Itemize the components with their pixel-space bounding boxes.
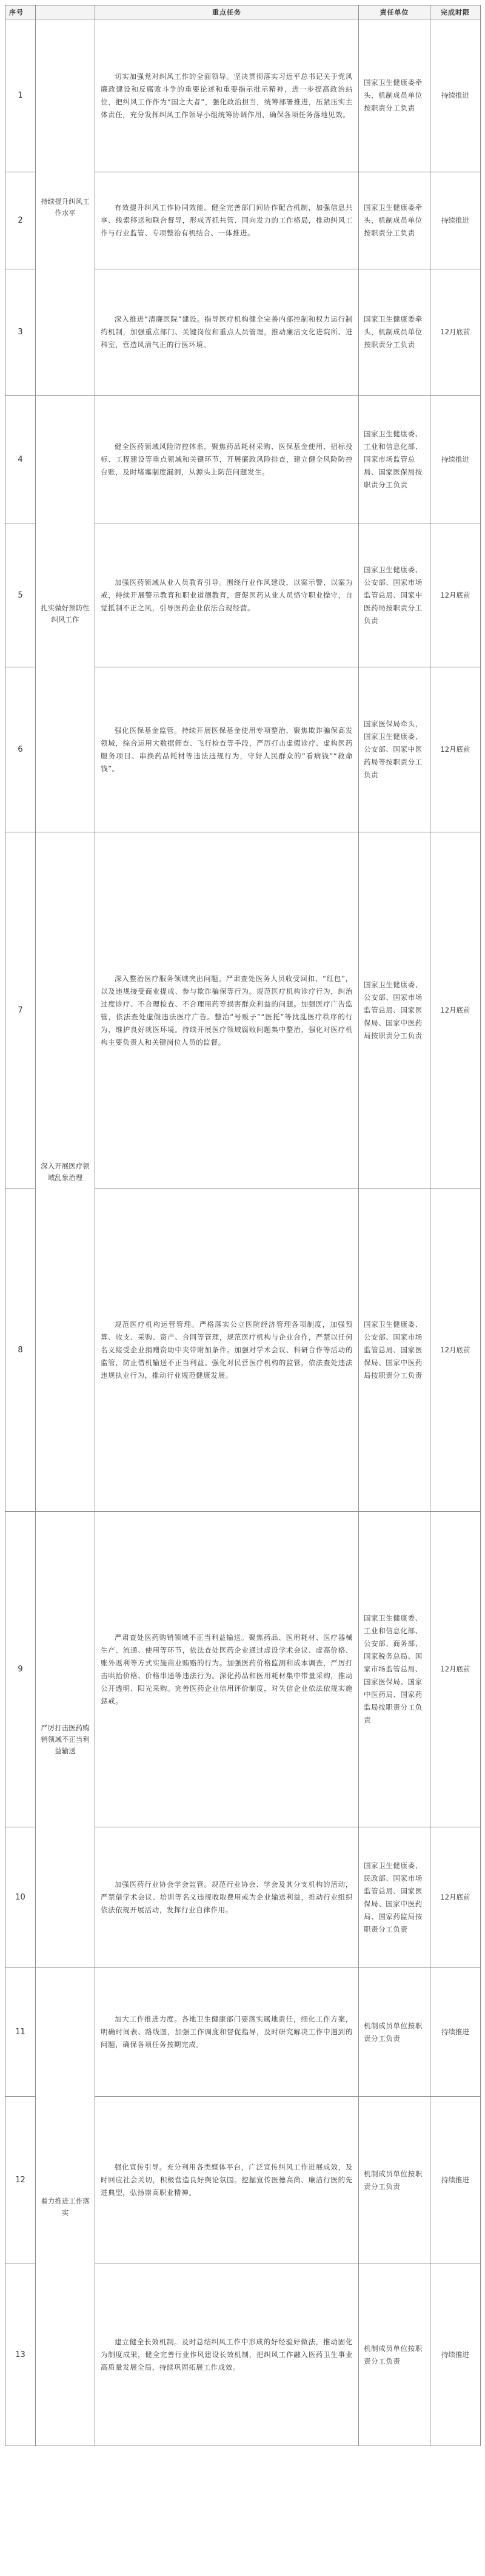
unit-cell: 国家卫生健康委、工业和信息化部、国家市场监管总局、国家医保局按职责分工负责 [359, 396, 430, 524]
task-cell [95, 667, 359, 832]
task-table [5, 5, 481, 2446]
task-cell [95, 269, 359, 396]
row-number: 4 [5, 396, 36, 524]
header-area [36, 5, 95, 19]
task-cell [95, 2097, 359, 2264]
task-text: 严肃查处医药购销领域不正当利益输送。聚焦药品、医用耗材、医疗器械生产、流通、使用等环节，依法查处医药企业通过虚设学术会议、虚高价格、账外返利等方式实施商业贿赂的行为。加强医药价格监测和成本调查，严厉打击哄抬价格、价格串通等违法行为。深化药品和医用耗材集中带量采购，推动公开透明、阳光采购。完善医药企业信用评价制度，对失信企业依法依规实施惩戒。 [101, 1633, 353, 1705]
task-cell [95, 1827, 359, 1968]
section-label: 严厉打击医药购销领域不正当利益输送 [36, 1512, 95, 1968]
task-cell [95, 1512, 359, 1827]
row-number: 5 [5, 524, 36, 667]
unit-cell: 机制成员单位按职责分工负责 [359, 1968, 430, 2097]
deadline-cell: 12月底前 [430, 1189, 481, 1512]
deadline-cell: 持续推进 [430, 1968, 481, 2097]
deadline-cell: 12月底前 [430, 832, 481, 1189]
row-number: 10 [5, 1827, 36, 1968]
unit-cell: 国家卫生健康委牵头，机制成员单位按职责分工负责 [359, 269, 430, 396]
task-text: 深入推进“清廉医院”建设。指导医疗机构健全完善内部控制和权力运行制约机制，加强重点部门、关键岗位和重点人员管理，推动廉洁文化进院所、进科室，营造风清气正的行医环境。 [101, 315, 353, 349]
row-number: 8 [5, 1189, 36, 1512]
deadline-cell: 12月底前 [430, 1512, 481, 1827]
section-label: 持续提升纠风工作水平 [36, 19, 95, 396]
task-text: 加强医药行业协会学会监管。规范行业协会、学会及其分支机构的活动，严禁借学术会议、培训等名义违规收取费用或为企业输送利益，推动行业组织依法依规开展活动，发挥行业自律作用。 [101, 1880, 353, 1914]
header-unit: 责任单位 [359, 5, 430, 19]
task-cell [95, 524, 359, 667]
table-row [5, 832, 481, 1189]
table-row [5, 1968, 481, 2097]
task-cell [95, 2264, 359, 2446]
unit-cell: 国家卫生健康委牵头，机制成员单位按职责分工负责 [359, 19, 430, 172]
row-number: 1 [5, 19, 36, 172]
task-cell [95, 396, 359, 524]
task-text: 强化医保基金监管。持续开展医保基金使用专项整治，聚焦欺诈骗保高发领域，综合运用大数据筛查、飞行检查等手段，严厉打击虚假诊疗、虚构医药服务项目、串换药品耗材等违法违规行为，守好人民群众的“看病钱”“救命钱”。 [101, 726, 353, 773]
task-cell [95, 19, 359, 172]
task-text: 健全医药领域风险防控体系。聚焦药品耗材采购、医保基金使用、招标投标、工程建设等重点领域和关键环节，开展廉政风险排查，建立健全风险防控台账，及时堵塞制度漏洞，从源头上防范问题发生。 [101, 442, 353, 476]
row-number: 12 [5, 2097, 36, 2264]
deadline-cell: 持续推进 [430, 396, 481, 524]
unit-cell: 国家卫生健康委、公安部、国家市场监管总局、国家中医药局按职责分工负责 [359, 524, 430, 667]
deadline-cell: 12月底前 [430, 269, 481, 396]
row-number: 2 [5, 172, 36, 269]
unit-cell: 机制成员单位按职责分工负责 [359, 2264, 430, 2446]
task-cell [95, 832, 359, 1189]
row-number: 9 [5, 1512, 36, 1827]
task-text: 强化宣传引导。充分利用各类媒体平台，广泛宣传纠风工作进展成效，及时回应社会关切，积极营造良好舆论氛围。挖掘宣传医德高尚、廉洁行医的先进典型，弘扬崇高职业精神。 [101, 2163, 353, 2197]
unit-cell: 国家卫生健康委、民政部、国家市场监管总局、国家医保局、国家中医药局、国家药监局按职责分工负责 [359, 1827, 430, 1968]
section-label: 着力推进工作落实 [36, 1968, 95, 2446]
section-label: 扎实做好预防性纠风工作 [36, 396, 95, 832]
table-row [5, 19, 481, 172]
deadline-cell: 持续推进 [430, 172, 481, 269]
row-number: 7 [5, 832, 36, 1189]
deadline-cell: 12月底前 [430, 667, 481, 832]
deadline-cell: 持续推进 [430, 19, 481, 172]
task-text: 加强医药领域从业人员教育引导。围绕行业作风建设，以案示警、以案为戒，持续开展警示教育和职业道德教育，督促医药从业人员恪守职业操守，自觉抵制不正之风，引导医药企业依法合规经营。 [101, 578, 353, 612]
task-text: 加大工作推进力度。各地卫生健康部门要落实属地责任，细化工作方案，明确时间表、路线图，加强工作调度和督促指导，及时研究解决工作中遇到的问题，确保各项任务按期完成。 [101, 2015, 353, 2049]
unit-cell: 国家卫生健康委牵头，机制成员单位按职责分工负责 [359, 172, 430, 269]
table-row [5, 1512, 481, 1827]
table-header-row [5, 5, 481, 19]
row-number: 13 [5, 2264, 36, 2446]
deadline-cell: 12月底前 [430, 524, 481, 667]
unit-cell: 国家卫生健康委、公安部、国家市场监管总局、国家医保局、国家中医药局按职责分工负责 [359, 832, 430, 1189]
unit-cell: 国家卫生健康委、工业和信息化部、公安部、商务部、国家税务总局、国家市场监管总局、国家医保局、国家中医药局、国家药监局按职责分工负责 [359, 1512, 430, 1827]
deadline-cell: 持续推进 [430, 2264, 481, 2446]
deadline-cell: 12月底前 [430, 1827, 481, 1968]
unit-cell: 国家医保局牵头，国家卫生健康委、公安部、国家中医药局等按职责分工负责 [359, 667, 430, 832]
task-text: 建立健全长效机制。及时总结纠风工作中形成的好经验好做法，推动固化为制度成果，健全完善行业作风建设长效机制，把纠风工作融入医药卫生事业高质量发展全局，持续巩固拓展工作成效。 [101, 2338, 353, 2372]
task-cell [95, 172, 359, 269]
section-label: 深入开展医疗领域乱象治理 [36, 832, 95, 1512]
row-number: 11 [5, 1968, 36, 2097]
header-deadline: 完成时限 [430, 5, 481, 19]
row-number: 6 [5, 667, 36, 832]
task-cell [95, 1968, 359, 2097]
deadline-cell: 持续推进 [430, 2097, 481, 2264]
task-cell [95, 1189, 359, 1512]
task-text: 深入整治医疗服务领域突出问题。严肃查处医务人员收受回扣、“红包”，以及违规接受商业提成、参与欺诈骗保等行为。规范医疗机构诊疗行为，纠治过度诊疗、不合理检查、不合理用药等损害群众利益的问题。加强医疗广告监管，依法查处虚假违法医疗广告。整治“号贩子”“医托”等扰乱医疗秩序的行为，维护良好就医环境。持续开展医疗领域腐败问题集中整治，强化对医疗机构主要负责人和关键岗位人员的监督。 [101, 974, 353, 1047]
unit-cell: 机制成员单位按职责分工负责 [359, 2097, 430, 2264]
task-text: 有效提升纠风工作协同效能。健全完善部门间协作配合机制，加强信息共享、线索移送和联合督导，形成齐抓共管、同向发力的工作格局，推动纠风工作与行业监管、专项整治有机结合、一体推进。 [101, 203, 353, 237]
task-text: 规范医疗机构运营管理。严格落实公立医院经济管理各项制度，加强预算、收支、采购、资产、合同等管理，规范医疗机构与企业合作，严禁以任何名义接受企业捐赠资助中夹带附加条件。加强对学术会议、科研合作等活动的监管，防止借机输送不正当利益。强化对民营医疗机构的监管，依法查处违法违规执业行为，推动行业规范健康发展。 [101, 1320, 353, 1380]
row-number: 3 [5, 269, 36, 396]
table-row [5, 396, 481, 524]
task-text: 切实加强党对纠风工作的全面领导。坚决贯彻落实习近平总书记关于党风廉政建设和反腐败斗争的重要论述和重要指示批示精神，进一步提高政治站位，把纠风工作作为“国之大者”，强化政治担当，统筹部署推进，压紧压实主体责任，充分发挥纠风工作领导小组统筹协调作用，确保各项任务落地见效。 [101, 72, 353, 119]
header-no: 序号 [5, 5, 36, 19]
unit-cell: 国家卫生健康委、公安部、国家市场监管总局、国家医保局、国家中医药局按职责分工负责 [359, 1189, 430, 1512]
header-task: 重点任务 [95, 5, 359, 19]
